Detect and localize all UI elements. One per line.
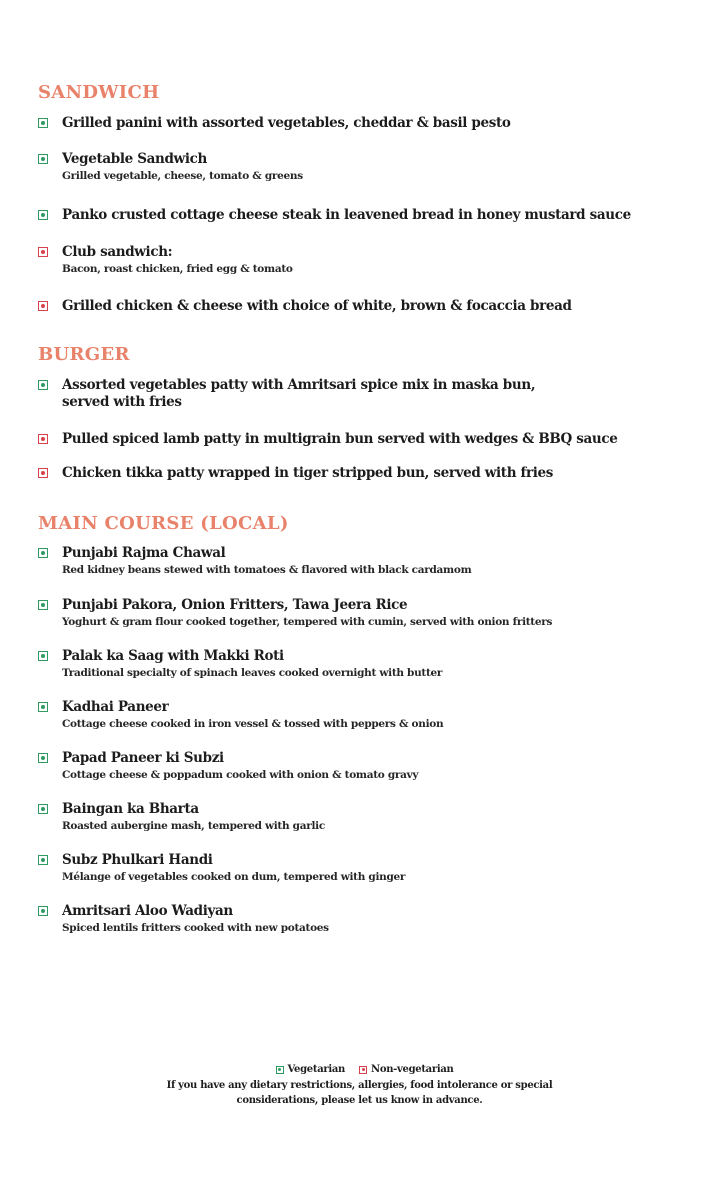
item-description: Mélange of vegetables cooked on dum, tempered with ginger [62, 871, 406, 883]
item-description: Roasted aubergine mash, tempered with garlic [62, 820, 325, 832]
veg-icon [38, 906, 48, 916]
item-description: Bacon, roast chicken, fried egg & tomato [62, 263, 293, 275]
non-veg-icon [359, 1066, 367, 1074]
veg-icon [38, 380, 48, 390]
veg-icon [38, 600, 48, 610]
veg-icon [38, 651, 48, 661]
item-name: Pulled spiced lamb patty in multigrain bun served with wedges & BBQ sauce [62, 431, 618, 447]
menu-item [38, 115, 698, 132]
veg-icon [38, 855, 48, 865]
menu-item [38, 207, 698, 224]
menu-item [38, 750, 698, 782]
item-name: Assorted vegetables patty with Amritsari spice mix in maska bun, [62, 377, 536, 393]
menu-item [38, 903, 698, 935]
section-title-burger: BURGER [38, 344, 130, 365]
non-veg-icon [38, 247, 48, 257]
item-name: Panko crusted cottage cheese steak in leavened bread in honey mustard sauce [62, 207, 631, 223]
item-name: Vegetable Sandwich [62, 151, 207, 167]
section-title-sandwich: SANDWICH [38, 82, 160, 103]
veg-icon [38, 210, 48, 220]
veg-icon [38, 118, 48, 128]
section-title-main-course: MAIN COURSE (LOCAL) [38, 513, 289, 534]
menu-item [38, 465, 698, 482]
menu-item [38, 151, 698, 183]
dietary-note-line: considerations, please let us know in advance. [236, 1095, 483, 1106]
veg-icon [38, 548, 48, 558]
item-name: Baingan ka Bharta [62, 801, 199, 817]
non-veg-icon [38, 301, 48, 311]
diet-legend [10, 1064, 719, 1075]
menu-item [38, 648, 698, 680]
veg-icon [38, 154, 48, 164]
menu-item [38, 377, 698, 411]
dietary-note-line: If you have any dietary restrictions, allergies, food intolerance or special [166, 1080, 553, 1091]
legend-veg [276, 1064, 345, 1075]
legend-nonveg [359, 1064, 453, 1075]
menu-item [38, 699, 698, 731]
non-veg-icon [38, 434, 48, 444]
item-description: Cottage cheese & poppadum cooked with onion & tomato gravy [62, 769, 419, 781]
item-description: Cottage cheese cooked in iron vessel & tossed with peppers & onion [62, 718, 444, 730]
veg-icon [276, 1066, 284, 1074]
item-name: Grilled panini with assorted vegetables, cheddar & basil pesto [62, 115, 511, 131]
item-description: Grilled vegetable, cheese, tomato & greens [62, 170, 303, 182]
item-name: Papad Paneer ki Subzi [62, 750, 224, 766]
menu-item [38, 298, 698, 315]
veg-icon [38, 804, 48, 814]
item-name: Kadhai Paneer [62, 699, 169, 715]
item-name-continued: served with fries [62, 394, 182, 410]
menu-item [38, 852, 698, 884]
item-name: Grilled chicken & cheese with choice of white, brown & focaccia bread [62, 298, 572, 314]
item-name: Chicken tikka patty wrapped in tiger stripped bun, served with fries [62, 465, 553, 481]
menu-item [38, 431, 698, 448]
item-description: Red kidney beans stewed with tomatoes & flavored with black cardamom [62, 564, 472, 576]
item-name: Club sandwich: [62, 244, 173, 260]
menu-item [38, 801, 698, 833]
veg-icon [38, 702, 48, 712]
item-name: Amritsari Aloo Wadiyan [62, 903, 233, 919]
non-veg-icon [38, 468, 48, 478]
menu-item [38, 597, 698, 629]
menu-item [38, 244, 698, 276]
dietary-note [160, 1078, 560, 1108]
item-description: Spiced lentils fritters cooked with new potatoes [62, 922, 329, 934]
item-name: Subz Phulkari Handi [62, 852, 213, 868]
item-description: Traditional specialty of spinach leaves cooked overnight with butter [62, 667, 443, 679]
item-name: Palak ka Saag with Makki Roti [62, 648, 284, 664]
item-name: Punjabi Pakora, Onion Fritters, Tawa Jeera Rice [62, 597, 408, 613]
veg-icon [38, 753, 48, 763]
menu-item [38, 545, 698, 577]
item-name: Punjabi Rajma Chawal [62, 545, 226, 561]
legend-veg-label: Vegetarian [287, 1064, 345, 1075]
footer [0, 1064, 719, 1108]
legend-nonveg-label: Non-vegetarian [371, 1064, 454, 1075]
item-description: Yoghurt & gram flour cooked together, tempered with cumin, served with onion fritters [62, 616, 553, 628]
